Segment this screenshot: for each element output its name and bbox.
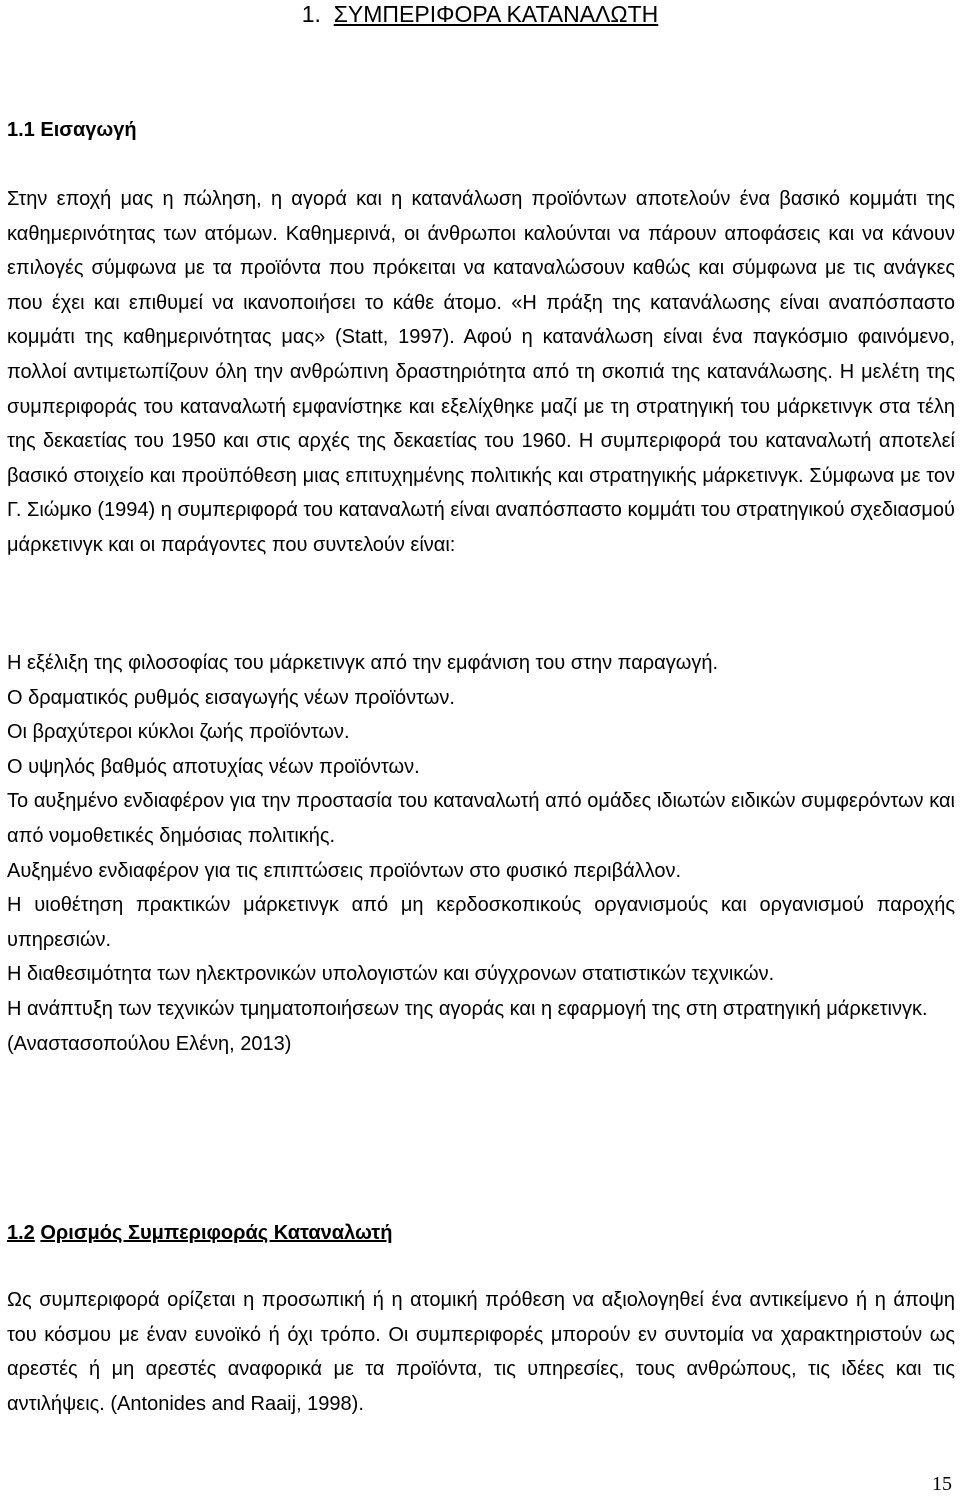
section-heading-text: Ορισμός Συμπεριφοράς Καταναλωτή [40,1222,393,1244]
list-item: Το αυξημένο ενδιαφέρον για την προστασία του καταναλωτή από ομάδες ιδιωτών ειδικών συμφερόντων και από νομοθετικές δημόσιας πολιτικής. [7,790,955,847]
definition-paragraph: Ως συμπεριφορά ορίζεται η προσωπική ή η ατομική πρόθεση να αξιολογηθεί ένα αντικείμενο ή η άποψη του κόσμου με έναν ευνοϊκό ή όχι τρόπο. Οι συμπεριφορές μπορούν εν συντομία να χαρακτηριστούν ως αρεστές ή μη αρεστές αναφορικά με τα προϊόντα, τις υπηρεσίες, τους ανθρώπους, τις ιδέες και τις αντιλήψεις. (Antonides and Raaij, 1998). [7,1289,955,1415]
chapter-number: 1. [301,1,321,27]
list-item: Η υιοθέτηση πρακτικών μάρκετινγκ από μη κερδοσκοπικούς οργανισμούς και οργανισμού παροχής υπηρεσιών. [7,894,955,951]
citation: (Αναστασοπούλου Ελένη, 2013) [7,1032,292,1055]
section-heading-number: 1.2 [7,1222,35,1244]
intro-paragraph: Στην εποχή μας η πώληση, η αγορά και η κατανάλωση προϊόντων αποτελούν ένα βασικό κομμάτι της καθημερινότητας των ατόμων. Καθημερινά, οι άνθρωποι καλούνται να πάρουν αποφάσεις και να κάνουν επιλογές σύμφωνα με τα προϊόντα που πρόκειται να καταναλώσουν καθώς και σύμφωνα με τις ανάγκες που έχει και επιθυμεί να ικανοποιήσει το κάθε άτομο. «Η πράξη της κατανάλωσης είναι αναπόσπαστο κομμάτι της καθημερινότητας μας» (Statt, 1997). Αφού η κατανάλωση είναι ένα παγκόσμιο φαινόμενο, πολλοί αντιμετωπίζουν όλη την ανθρώπινη δραστηριότητα από τη σκοπιά της κατανάλωσης. Η μελέτη της συμπεριφοράς του καταναλωτή εμφανίστηκε και εξελίχθηκε μαζί με τη στρατηγική του μάρκετινγκ στα τέλη της δεκαετίας του 1950 και στις αρχές της δεκαετίας του 1960. Η συμπεριφορά του καταναλωτή αποτελεί βασικό στοιχείο και προϋπόθεση μιας επιτυχημένης πολιτικής και στρατηγικής μάρκετινγκ. Σύμφωνα με τον Γ. Σιώμκο (1994) η συμπεριφορά του καταναλωτή είναι αναπόσπαστο κομμάτι του στρατηγικού σχεδιασμού μάρκετινγκ και οι παράγοντες που συντελούν είναι: [7,188,955,556]
list-item: Ο υψηλός βαθμός αποτυχίας νέων προϊόντων. [7,755,420,778]
list-item: Η διαθεσιμότητα των ηλεκτρονικών υπολογιστών και σύγχρονων στατιστικών τεχνικών. [7,963,775,986]
list-item: Ο δραματικός ρυθμός εισαγωγής νέων προϊόντων. [7,686,455,709]
chapter-title-text: ΣΥΜΠΕΡΙΦΟΡΑ ΚΑΤΑΝΑΛΩΤΗ [333,1,659,27]
factors-list [7,646,955,1061]
section-heading-intro: 1.1 Εισαγωγή [7,119,137,141]
section-heading-definition [7,1220,392,1246]
list-item: Αυξημένο ενδιαφέρον για τις επιπτώσεις προϊόντων στο φυσικό περιβάλλον. [7,859,682,882]
page-number: 15 [932,1473,952,1495]
list-item: Η ανάπτυξη των τεχνικών τμηματοποιήσεων της αγοράς και η εφαρμογή της στη στρατηγική μάρκετινγκ. [7,997,928,1020]
chapter-title [0,0,960,28]
list-item: Οι βραχύτεροι κύκλοι ζωής προϊόντων. [7,721,350,744]
list-item: Η εξέλιξη της φιλοσοφίας του μάρκετινγκ από την εμφάνιση του στην παραγωγή. [7,652,718,674]
